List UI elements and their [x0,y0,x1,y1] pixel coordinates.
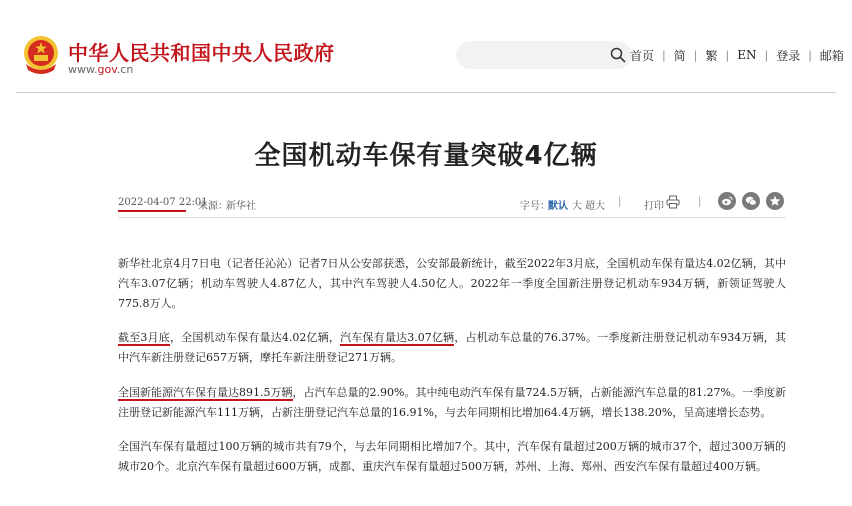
print-button[interactable]: 打印 [644,201,664,212]
article-paragraph [118,328,786,368]
article-meta [118,194,786,214]
nav-separator: | [808,48,812,62]
source-value: 新华社 [226,201,256,212]
site-title[interactable]: 中华人民共和国中央人民政府 [68,41,335,65]
header-divider [16,92,836,93]
national-emblem-icon[interactable] [22,34,60,74]
publish-date: 2022-04-07 22:01 [118,197,208,208]
highlight-underline-text: 汽车保有量达3.07亿辆 [340,331,455,344]
fontsize-label: 字号： [520,201,550,212]
search-icon[interactable] [610,47,626,63]
site-url-prefix: www. [68,63,98,76]
nav-traditional[interactable]: 繁 [705,48,718,63]
nav-login[interactable]: 登录 [776,48,801,63]
nav-separator: | [725,48,730,62]
nav-separator: | [693,48,698,62]
site-url-suffix: .cn [116,63,134,76]
printer-icon[interactable] [666,195,680,209]
article-paragraph [118,383,786,423]
meta-divider [118,217,786,218]
site-url-domain: gov [97,63,117,76]
highlight-underline-text: 全国新能源汽车保有量达891.5万辆 [118,386,293,399]
site-url[interactable] [68,63,133,76]
paragraph-text: ，占汽车总量的2.90%。其中纯电动汽车保有量724.5万辆，占新能源汽车总量的81.27%。一季度新注册登记新能源汽车111万辆，占新注册登记汽车总量的16.91%，与去年同期相比增加64.4万辆，增长138.20%，呈高速增长态势。 [118,386,786,419]
weibo-icon[interactable] [718,192,736,210]
meta-separator: | [618,196,622,207]
top-nav [630,46,844,64]
paragraph-text: ，占机动车总量的76.37%。一季度新注册登记机动车934万辆，其中汽车新注册登记657万辆，摩托车新注册登记271万辆。 [118,331,786,364]
wechat-icon[interactable] [742,192,760,210]
article-paragraph: 全国汽车保有量超过100万辆的城市共有79个，与去年同期相比增加7个。其中，汽车保有量超过200万辆的城市37个，超过300万辆的城市20个。北京汽车保有量超过600万辆，成都、重庆汽车保有量超过500万辆，苏州、上海、郑州、西安汽车保有量超过400万辆。 [118,440,786,473]
highlight-underline-text: 截至3月底 [118,331,170,344]
paragraph-text: ，全国机动车保有量达4.02亿辆， [169,331,341,344]
nav-mail[interactable]: 邮箱 [819,48,844,63]
fontsize-default-button[interactable]: 默认 [548,201,568,212]
source-label: 来源： [198,201,228,212]
fontsize-xlarge-button[interactable]: 超大 [585,201,605,212]
search-input[interactable] [456,41,632,69]
nav-english[interactable]: EN [737,48,757,62]
date-highlight-underline [118,210,186,212]
article-title: 全国机动车保有量突破4亿辆 [254,141,598,171]
nav-home[interactable]: 首页 [630,48,655,63]
nav-separator: | [662,48,666,62]
meta-separator: | [698,196,702,207]
article-paragraph: 新华社北京4月7日电（记者任沁沁）记者7日从公安部获悉，公安部最新统计，截至2022年3月底，全国机动车保有量达4.02亿辆，其中汽车3.07亿辆；机动车驾驶人4.87亿人，其中汽车驾驶人4.50亿人。2022年一季度全国新注册登记机动车934万辆，新领证驾驶人775.8万人。 [118,257,786,310]
nav-simplified[interactable]: 简 [673,48,686,63]
site-header [0,0,852,92]
favorite-icon[interactable] [766,192,784,210]
nav-separator: | [764,48,769,62]
fontsize-large-button[interactable]: 大 [572,201,582,212]
